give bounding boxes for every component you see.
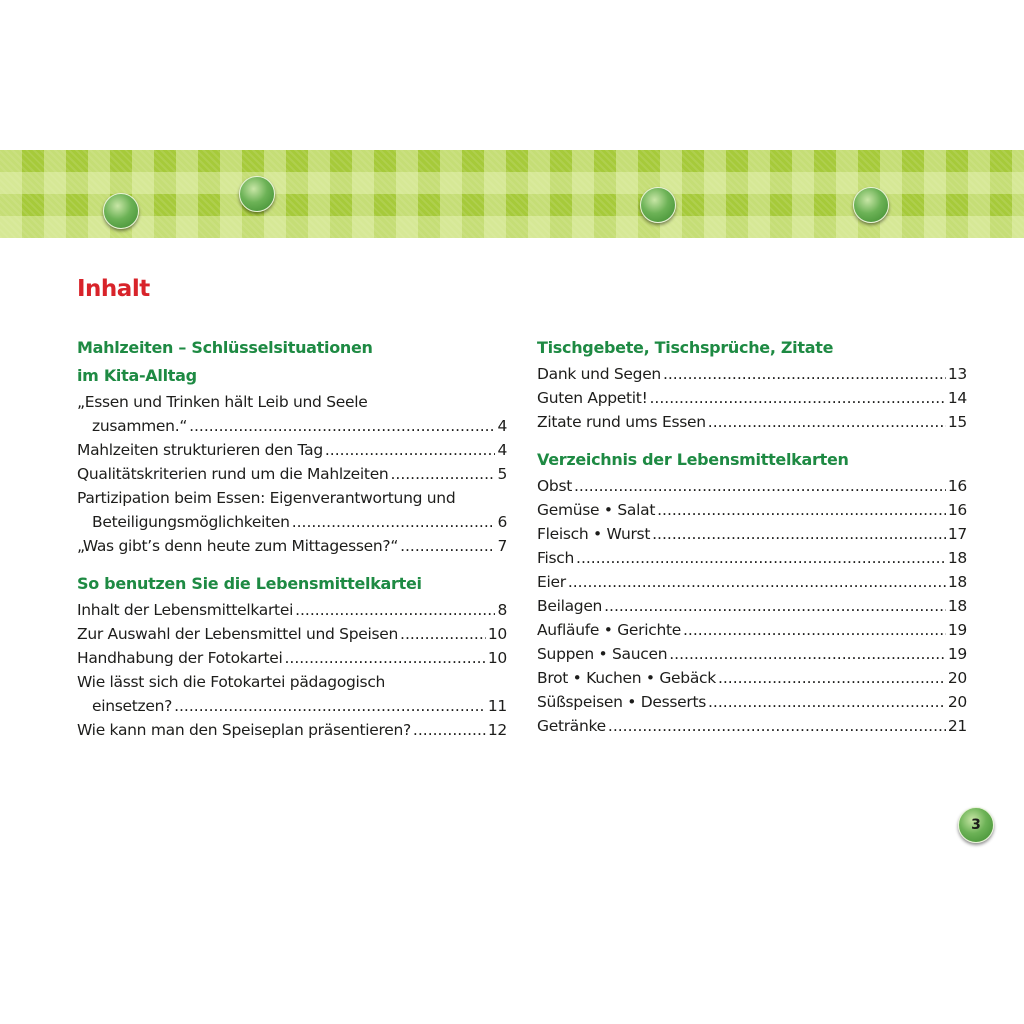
toc-page-number: 18 (947, 597, 967, 615)
toc-page-number: 11 (487, 697, 507, 715)
dot-leader (568, 570, 946, 594)
toc-entry[interactable] (77, 718, 507, 742)
toc-entry[interactable] (77, 438, 507, 462)
page-title: Inhalt (77, 276, 150, 302)
toc-entry[interactable] (537, 666, 967, 690)
decorative-dot-icon (103, 193, 139, 229)
dot-leader (174, 694, 486, 718)
toc-page-number: 19 (947, 645, 967, 663)
toc-entry[interactable] (537, 690, 967, 714)
toc-page-number: 20 (947, 693, 967, 711)
decorative-dot-icon (853, 187, 889, 223)
dot-leader (576, 546, 946, 570)
dot-leader (708, 410, 946, 434)
section-heading: Verzeichnis der Lebensmittelkarten (537, 450, 849, 469)
toc-entry-label: Guten Appetit! (537, 389, 648, 407)
toc-entry[interactable] (537, 546, 967, 570)
dot-leader (325, 438, 496, 462)
decorative-dot-icon (239, 176, 275, 212)
toc-entry[interactable] (77, 534, 507, 558)
toc-page-number: 16 (947, 477, 967, 495)
toc-entry-label: Dank und Segen (537, 365, 661, 383)
toc-entry[interactable] (537, 362, 967, 386)
toc-right-column (537, 334, 967, 738)
toc-page-number: 18 (947, 549, 967, 567)
toc-entry-label: Süßspeisen • Desserts (537, 693, 706, 711)
toc-page-number: 20 (947, 669, 967, 687)
toc-entry-label: Getränke (537, 717, 606, 735)
toc-entry[interactable] (77, 390, 507, 438)
toc-entry-label: Mahlzeiten strukturieren den Tag (77, 441, 323, 459)
section-heading: So benutzen Sie die Lebensmittelkartei (77, 574, 422, 593)
toc-entry[interactable] (77, 646, 507, 670)
toc-left-column (77, 334, 507, 742)
dot-leader (400, 534, 495, 558)
toc-entry-label: Fleisch • Wurst (537, 525, 651, 543)
dot-leader (708, 690, 946, 714)
toc-entry-label: Eier (537, 573, 566, 591)
decorative-dot-icon (640, 187, 676, 223)
dot-leader (413, 718, 486, 742)
dot-leader (189, 414, 495, 438)
toc-page-number: 18 (947, 573, 967, 591)
toc-entry-label: Beteiligungsmöglichkeiten (92, 513, 290, 531)
toc-entry-label: Brot • Kuchen • Gebäck (537, 669, 716, 687)
toc-page-number: 7 (497, 537, 507, 555)
section-heading: Mahlzeiten – Schlüsselsituationen (77, 338, 373, 357)
dot-leader (657, 498, 946, 522)
toc-entry[interactable] (77, 486, 507, 534)
dot-leader (295, 598, 495, 622)
toc-entry-label: zusammen.“ (92, 417, 188, 435)
toc-entry-label: Zitate rund ums Essen (537, 413, 706, 431)
toc-entry-label: „Was gibt’s denn heute zum Mittagessen?“ (77, 537, 399, 555)
toc-entry[interactable] (537, 570, 967, 594)
toc-page-number: 4 (497, 417, 507, 435)
toc-entry-label: Qualitätskriterien rund um die Mahlzeiten (77, 465, 389, 483)
dot-leader (669, 642, 946, 666)
toc-page-number: 21 (947, 717, 967, 735)
dot-leader (390, 462, 495, 486)
toc-entry[interactable] (537, 498, 967, 522)
dot-leader (652, 522, 946, 546)
toc-page-number: 5 (497, 465, 507, 483)
toc-entry[interactable] (77, 462, 507, 486)
toc-page-number: 10 (487, 649, 507, 667)
dot-leader (683, 618, 946, 642)
toc-page-number: 17 (947, 525, 967, 543)
dot-leader (604, 594, 946, 618)
toc-page-number: 15 (947, 413, 967, 431)
dot-leader (574, 474, 946, 498)
toc-entry[interactable] (537, 618, 967, 642)
toc-page-number: 13 (947, 365, 967, 383)
dot-leader (718, 666, 946, 690)
toc-page-number: 4 (497, 441, 507, 459)
section-heading: Tischgebete, Tischsprüche, Zitate (537, 338, 834, 357)
toc-page-number: 10 (487, 625, 507, 643)
toc-entry-label: Fisch (537, 549, 575, 567)
toc-entry[interactable] (537, 714, 967, 738)
toc-entry-label: Gemüse • Salat (537, 501, 656, 519)
toc-entry-label: „Essen und Trinken hält Leib und Seele (77, 393, 368, 411)
toc-entry-label: Aufläufe • Gerichte (537, 621, 681, 639)
toc-page-number: 12 (487, 721, 507, 739)
dot-leader (663, 362, 946, 386)
toc-entry-label: Beilagen (537, 597, 603, 615)
toc-entry[interactable] (537, 642, 967, 666)
toc-entry[interactable] (537, 474, 967, 498)
dot-leader (608, 714, 946, 738)
dot-leader (650, 386, 946, 410)
toc-entry[interactable] (77, 598, 507, 622)
toc-entry-label: Zur Auswahl der Lebensmittel und Speisen (77, 625, 399, 643)
toc-entry-label: Obst (537, 477, 572, 495)
toc-page-number: 6 (497, 513, 507, 531)
dot-leader (284, 646, 485, 670)
toc-entry-label: Suppen • Saucen (537, 645, 668, 663)
toc-entry[interactable] (537, 386, 967, 410)
toc-entry[interactable] (537, 594, 967, 618)
toc-entry[interactable] (537, 410, 967, 434)
toc-page-number: 14 (947, 389, 967, 407)
toc-entry[interactable] (537, 522, 967, 546)
dot-leader (400, 622, 486, 646)
dot-leader (292, 510, 496, 534)
toc-entry[interactable] (77, 622, 507, 646)
toc-entry-label: Partizipation beim Essen: Eigenverantwortung und (77, 489, 456, 507)
toc-entry[interactable] (77, 670, 507, 718)
toc-entry-label: Inhalt der Lebensmittelkartei (77, 601, 294, 619)
toc-page-number: 16 (947, 501, 967, 519)
page-number-badge: 3 (958, 807, 994, 843)
toc-entry-label: einsetzen? (92, 697, 173, 715)
toc-entry-label: Handhabung der Fotokartei (77, 649, 283, 667)
toc-entry-label: Wie lässt sich die Fotokartei pädagogisch (77, 673, 386, 691)
toc-page-number: 8 (497, 601, 507, 619)
decorative-banner (0, 150, 1024, 238)
toc-entry-label: Wie kann man den Speiseplan präsentieren? (77, 721, 411, 739)
section-heading: im Kita-Alltag (77, 366, 197, 385)
toc-page-number: 19 (947, 621, 967, 639)
